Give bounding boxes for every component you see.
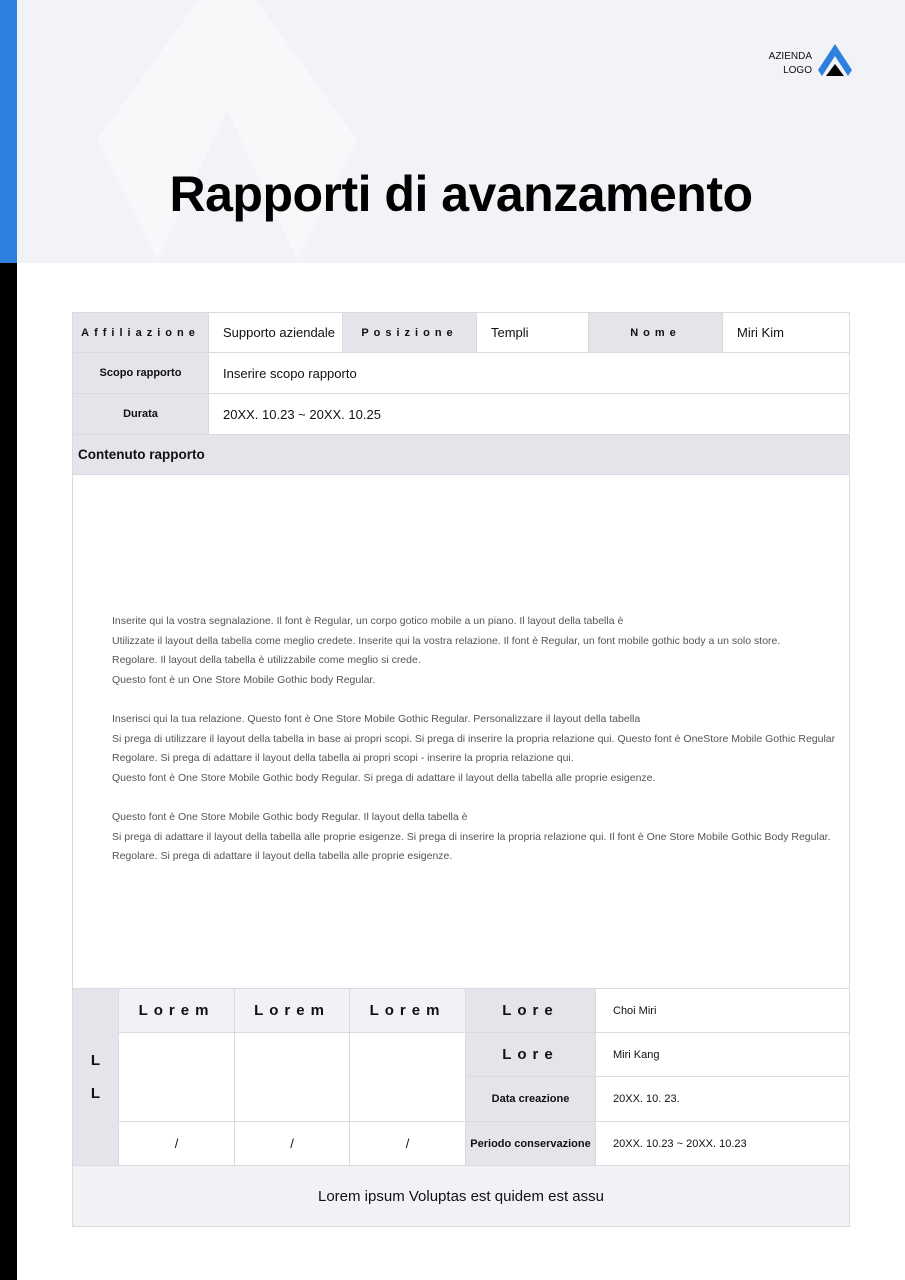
approval-row-label: Lore	[465, 1032, 596, 1077]
approval-row-label: Lore	[465, 988, 596, 1033]
side-bar	[0, 263, 17, 1280]
approval-row-value[interactable]: Choi Miri	[595, 988, 850, 1033]
paragraph: Questo font è One Store Mobile Gothic body Regular. Il layout della tabella è Si prega di adattare il layout della tabella alle proprie esigenze. Si prega di inserire la propria relazione qui. Il font è One Store Mobile Gothic Body Regular. Regolare. Si prega di adattare il layout della tabella alle proprie esigenze.	[112, 810, 831, 863]
page-title: Rapporti di avanzamento	[169, 166, 753, 222]
logo-line-1: AZIENDA	[768, 51, 812, 62]
retention-period-label: Periodo conservazione	[465, 1121, 596, 1166]
approval-column-header: Lorem	[349, 988, 466, 1033]
position-label: Posizione	[342, 312, 477, 353]
accent-bar	[0, 0, 17, 263]
company-logo-icon	[818, 44, 852, 78]
date-slash[interactable]: /	[349, 1121, 466, 1166]
logo-line-2: LOGO	[783, 65, 812, 76]
name-label: Nome	[588, 312, 723, 353]
approval-column-header: Lorem	[118, 988, 235, 1033]
date-slash[interactable]: /	[118, 1121, 235, 1166]
duration-label: Durata	[72, 393, 209, 435]
scope-label: Scopo rapporto	[72, 352, 209, 394]
paragraph: Inserite qui la vostra segnalazione. Il font è Regular, un corpo gotico mobile a un piano. Il layout della tabella è Utilizzate il layout della tabella come meglio credete. Inserite qui la vostra relazione. Il font è Regular, un font mobile gothic body a un solo store. Regolare. Il layout della tabella è utilizzabile come meglio si crede. Questo font è un One Store Mobile Gothic body Regular.	[112, 615, 781, 686]
creation-date-value[interactable]: 20XX. 10. 23.	[595, 1076, 850, 1122]
date-slash[interactable]: /	[234, 1121, 350, 1166]
approval-row-value[interactable]: Miri Kang	[595, 1032, 850, 1077]
name-value[interactable]: Miri Kim	[722, 312, 850, 353]
retention-period-value[interactable]: 20XX. 10.23 ~ 20XX. 10.23	[595, 1121, 850, 1166]
header-banner	[17, 0, 905, 263]
footer-note: Lorem ipsum Voluptas est quidem est assu	[72, 1165, 850, 1227]
content-header: Contenuto rapporto	[72, 434, 850, 475]
position-value[interactable]: Templi	[476, 312, 589, 353]
approval-side-label: L L	[72, 988, 119, 1166]
signature-box[interactable]	[349, 1032, 466, 1122]
approval-column-header: Lorem	[234, 988, 350, 1033]
affiliation-value[interactable]: Supporto aziendale	[208, 312, 343, 353]
creation-date-label: Data creazione	[465, 1076, 596, 1122]
signature-box[interactable]	[234, 1032, 350, 1122]
duration-value[interactable]: 20XX. 10.23 ~ 20XX. 10.25	[208, 393, 850, 435]
content-body[interactable]	[72, 474, 850, 989]
company-logo-text	[769, 50, 812, 78]
signature-box[interactable]	[118, 1032, 235, 1122]
affiliation-label: Affiliazione	[72, 312, 209, 353]
scope-value[interactable]: Inserire scopo rapporto	[208, 352, 850, 394]
paragraph: Inserisci qui la tua relazione. Questo font è One Store Mobile Gothic Regular. Personalizzare il layout della tabella Si prega di utilizzare il layout della tabella in base ai propri scopi. Si prega di inserire la propria relazione qui. Questo font è OneStore Mobile Gothic Regular Regolare. Si prega di adattare il layout della tabella ai propri scopi - inserire la propria relazione qui. Questo font è One Store Mobile Gothic body Regular. Si prega di adattare il layout della tabella alle proprie esigenze.	[112, 712, 836, 784]
report-text	[112, 612, 852, 867]
